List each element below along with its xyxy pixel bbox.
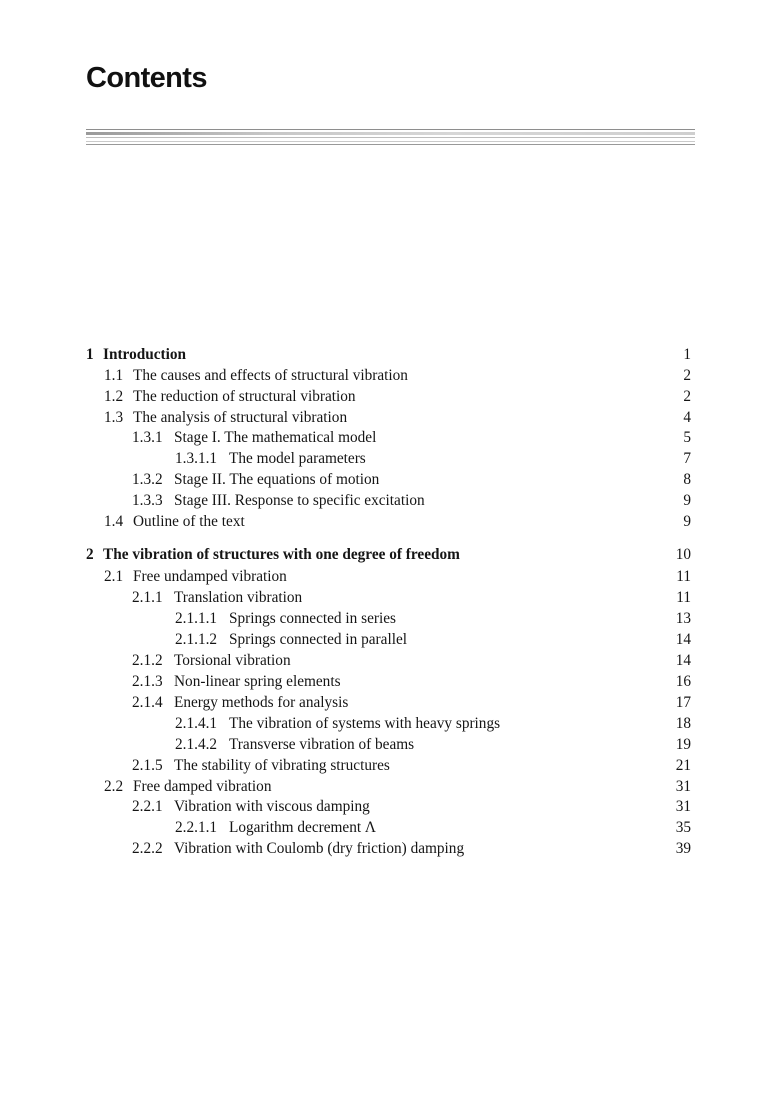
section-title: The model parameters [229,450,366,467]
toc-entry[interactable] [0,491,768,511]
section-title: Energy methods for analysis [174,694,349,711]
page-number: 14 [675,652,691,669]
section-title: Torsional vibration [174,652,291,669]
toc-entry[interactable] [0,449,768,469]
section-title: Logarithm decrement Λ [229,819,377,836]
page-number: 19 [675,736,691,753]
section-number: 1.3.1 [132,429,163,446]
section-title: Stage II. The equations of motion [174,471,380,488]
section-number: 1.3 [104,409,124,426]
toc-chapter-1[interactable] [0,345,768,365]
page-number: 17 [675,694,691,711]
chapter-title: Introduction [103,346,187,363]
section-number: 2.1.1.1 [175,610,218,627]
section-number: 1.1 [104,367,124,384]
page-number: 4 [683,409,691,426]
section-number: 2.1.3 [132,673,163,690]
page-number: 11 [676,589,691,606]
page-number: 31 [675,798,691,815]
chapter-title: The vibration of structures with one degree of freedom [103,546,460,563]
toc-entry[interactable] [0,818,768,838]
section-number: 2.1.5 [132,757,163,774]
toc-entry[interactable] [0,609,768,629]
toc-entry[interactable] [0,839,768,859]
page-number: 9 [683,492,691,509]
page-number: 16 [675,673,691,690]
section-number: 1.3.2 [132,471,163,488]
section-title: Translation vibration [174,589,303,606]
page-number: 2 [683,367,691,384]
page-number: 1 [683,346,691,363]
page-number: 35 [675,819,691,836]
section-title: Vibration with Coulomb (dry friction) damping [174,840,465,857]
rule-line [86,129,695,130]
section-number: 1.3.1.1 [175,450,218,467]
section-number: 2.1.1.2 [175,631,218,648]
page-number: 10 [675,546,691,563]
section-title: The reduction of structural vibration [133,388,356,405]
chapter-number: 1 [86,346,94,363]
page-number: 5 [683,429,691,446]
toc-chapter-2[interactable] [0,545,768,565]
chapter-number: 2 [86,546,94,563]
section-number: 2.2.2 [132,840,163,857]
toc-entry[interactable] [0,567,768,587]
section-number: 2.1.1 [132,589,163,606]
toc-entry[interactable] [0,777,768,797]
page-number: 8 [683,471,691,488]
toc-entry[interactable] [0,693,768,713]
toc-entry[interactable] [0,512,768,532]
section-number: 2.1.4.2 [175,736,218,753]
rule-line [86,141,695,142]
section-title: The causes and effects of structural vibration [133,367,408,384]
toc-entry[interactable] [0,408,768,428]
section-number: 1.2 [104,388,124,405]
rule-line [86,132,695,135]
toc-entry[interactable] [0,630,768,650]
section-number: 2.2.1.1 [175,819,218,836]
section-number: 2.1.4 [132,694,163,711]
section-number: 2.1 [104,568,124,585]
section-number: 2.1.4.1 [175,715,218,732]
section-number: 2.1.2 [132,652,163,669]
page-number: 2 [683,388,691,405]
toc-entry[interactable] [0,366,768,386]
page-number: 7 [683,450,691,467]
toc-entry[interactable] [0,735,768,755]
page-number: 11 [676,568,691,585]
section-title: Stage III. Response to specific excitation [174,492,425,509]
section-title: Non-linear spring elements [174,673,341,690]
section-number: 1.4 [104,513,124,530]
page-number: 21 [675,757,691,774]
toc-entry[interactable] [0,387,768,407]
toc-entry[interactable] [0,470,768,490]
toc-entry[interactable] [0,428,768,448]
rule-line [86,144,695,145]
section-title: Stage I. The mathematical model [174,429,377,446]
section-title: Free damped vibration [133,778,272,795]
page-number: 9 [683,513,691,530]
decorative-rule [86,126,695,148]
page-number: 14 [675,631,691,648]
page-number: 31 [675,778,691,795]
toc-entry[interactable] [0,756,768,776]
toc-entry[interactable] [0,714,768,734]
section-title: Transverse vibration of beams [229,736,415,753]
page-number: 18 [675,715,691,732]
section-title: Springs connected in series [229,610,396,627]
rule-line [86,137,695,138]
section-number: 2.2 [104,778,124,795]
toc-entry[interactable] [0,797,768,817]
page-number: 13 [675,610,691,627]
toc-entry[interactable] [0,651,768,671]
section-title: The vibration of systems with heavy springs [229,715,501,732]
section-title: Vibration with viscous damping [174,798,370,815]
section-title: Springs connected in parallel [229,631,407,648]
section-title: Outline of the text [133,513,245,530]
section-number: 2.2.1 [132,798,163,815]
section-title: The stability of vibrating structures [174,757,390,774]
section-number: 1.3.3 [132,492,163,509]
page-title: Contents [86,62,207,94]
toc-entry[interactable] [0,672,768,692]
toc-entry[interactable] [0,588,768,608]
section-title: The analysis of structural vibration [133,409,348,426]
section-title: Free undamped vibration [133,568,287,585]
page-number: 39 [675,840,691,857]
